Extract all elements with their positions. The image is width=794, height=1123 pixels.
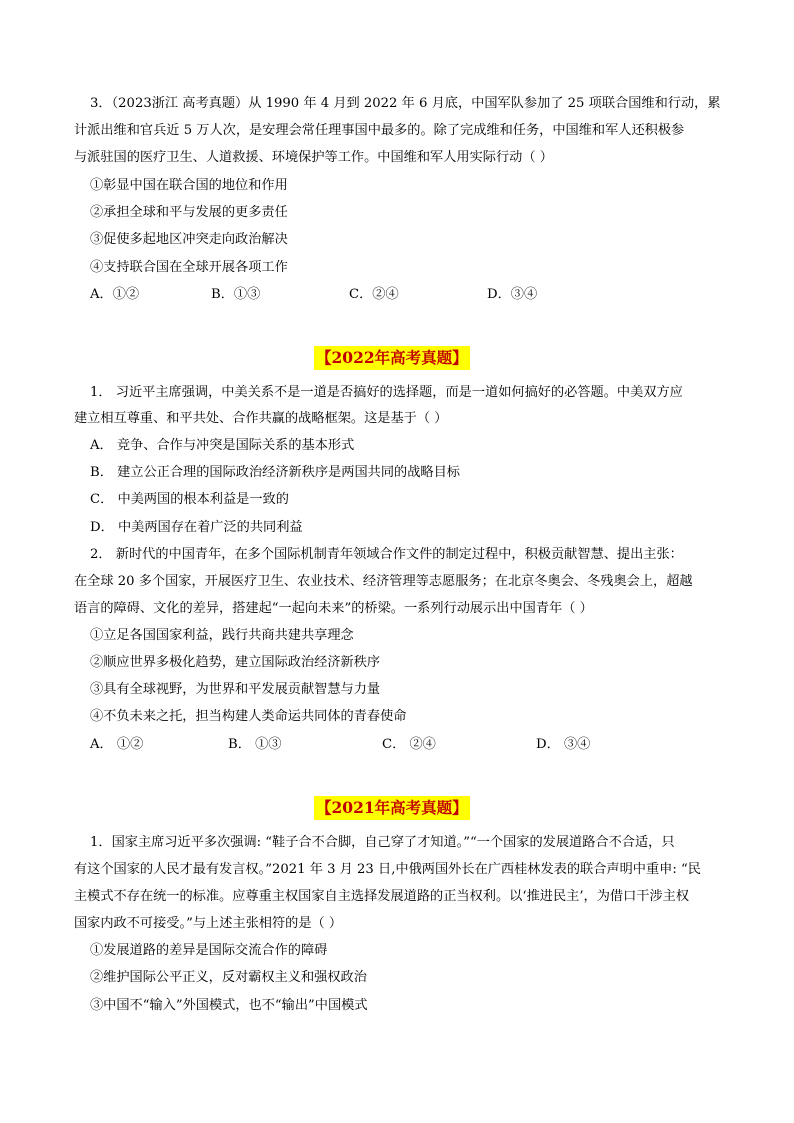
statement-option: ②维护国际公平正义，反对霸权主义和强权政治 [90,970,367,985]
banner-title: 年高考真题】 [374,798,468,817]
statement-option: ②承担全球和平与发展的更多责任 [90,205,288,220]
section-banner-2022 [314,346,470,370]
statement-option: ③促使多起地区冲突走向政治解决 [90,232,288,247]
answer-choice-a: A． ①② [90,737,144,752]
question-text-line: 与派驻国的医疗卫生、人道救援、环境保护等工作。中国维和军人用实际行动（ ） [74,150,553,165]
statement-option: ③具有全球视野，为世界和平发展贡献智慧与力量 [90,682,381,697]
question-text-line: 3．（2023浙江 高考真题）从 1990 年 4 月到 2022 年 6 月底，中国军队参加了 25 项联合国维和行动，累 [90,96,721,111]
statement-option: ④支持联合国在全球开展各项工作 [90,260,288,275]
statement-option: ①彰显中国在联合国的地位和作用 [90,178,288,193]
answer-choice-b: B． 建立公正合理的国际政治经济新秩序是两国共同的战略目标 [90,465,460,480]
statement-option: ③中国不“输入”外国模式，也不“输出”中国模式 [90,998,368,1013]
answer-choice-c: C． ②④ [382,737,436,752]
question-text-line: 建立相互尊重、和平共处、合作共赢的战略框架。这是基于（ ） [74,411,448,426]
answer-choice-d: D． 中美两国存在着广泛的共同利益 [90,520,303,535]
banner-bracket: 【 [316,348,332,367]
statement-option: ①立足各国国家利益，践行共商共建共享理念 [90,628,354,643]
answer-choice-d: D． ③④ [536,737,591,752]
statement-option: ①发展道路的差异是国际交流合作的障碍 [90,943,328,958]
answer-choice-a: A． 竞争、合作与冲突是国际关系的基本形式 [90,438,355,453]
answer-choice-c: C． 中美两国的根本利益是一致的 [90,492,289,507]
banner-title: 年高考真题】 [374,348,468,367]
answer-choice-d: D．③④ [487,287,538,302]
answer-choice-b: B．①③ [211,287,261,302]
statement-option: ②顺应世界多极化趋势，建立国际政治经济新秩序 [90,655,381,670]
answer-choice-c: C．②④ [349,287,399,302]
answer-choice-a: A．①② [90,287,140,302]
statement-option: ④不负未来之托，担当构建人类命运共同体的青春使命 [90,709,407,724]
question-text-line: 1．国家主席习近平多次强调: “鞋子合不合脚，自己穿了才知道。”“一个国家的发展道路合不合适，只 [90,835,675,850]
question-text-line: 计派出维和官兵近 5 万人次，是安理会常任理事国中最多的。除了完成维和任务，中国维和军人还积极参 [74,123,685,138]
question-text-line: 在全球 20 多个国家，开展医疗卫生、农业技术、经济管理等志愿服务；在北京冬奥会、冬残奥会上，超越 [74,574,693,589]
banner-year: 2021 [331,798,375,817]
question-text-line: 2． 新时代的中国青年，在多个国际机制青年领域合作文件的制定过程中，积极贡献智慧、提出主张： [90,547,683,562]
question-text-line: 1． 习近平主席强调，中美关系不是一道是否搞好的选择题，而是一道如何搞好的必答题。中美双方应 [90,385,683,400]
question-text-line: 主模式不存在统一的标准。应尊重主权国家自主选择发展道路的正当权利。以‘推进民主’，为借口干涉主权 [74,889,690,904]
banner-year: 2022 [331,348,375,367]
question-text-line: 语言的障碍、文化的差异，搭建起“一起向未来”的桥梁。一系列行动展示出中国青年（ ） [74,601,593,616]
question-text-line: 国家内政不可接受。”与上述主张相符的是（ ） [74,916,343,931]
section-banner-2021 [314,796,470,820]
question-text-line: 有这个国家的人民才最有发言权。”2021 年 3 月 23 日,中俄两国外长在广西桂林发表的联合声明中重申: “民 [74,862,701,877]
banner-bracket: 【 [316,798,332,817]
answer-choice-b: B． ①③ [228,737,282,752]
